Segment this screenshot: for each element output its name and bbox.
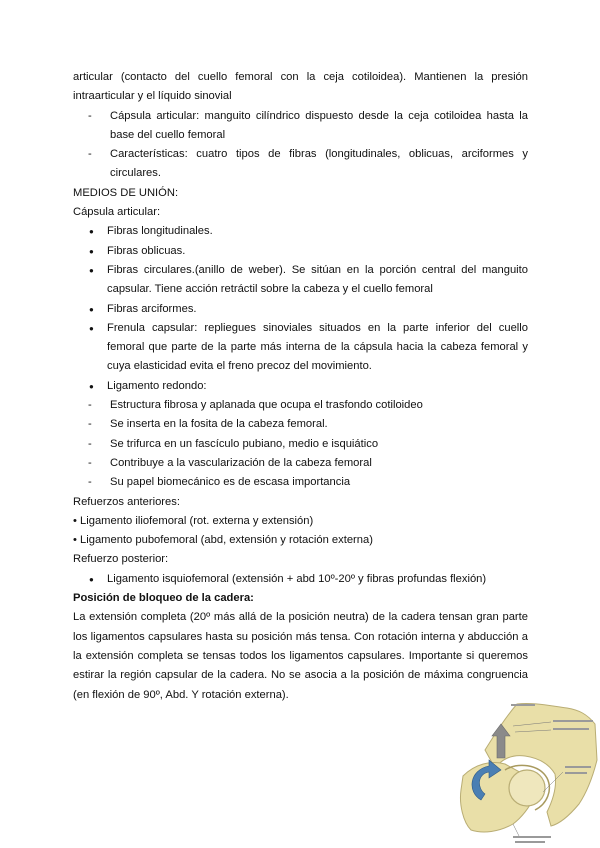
list-item: - Se trifurca en un fascículo pubiano, medio e isquiático [88, 437, 379, 450]
refuerzo-posterior-heading: Refuerzo posterior: [73, 553, 169, 566]
annotation-mark [515, 841, 545, 843]
capsula-heading: Cápsula articular: [73, 206, 161, 219]
list-item: ● Ligamento isquiofemoral (extensión + abd 10º-20º y fibras profundas flexión) [89, 572, 487, 585]
list-item: - Su papel biomecánico es de escasa importancia [88, 476, 351, 489]
annotation-mark [565, 766, 591, 768]
refuerzos-anteriores-heading: Refuerzos anteriores: [73, 495, 180, 508]
hip-joint-illustration [455, 700, 600, 845]
list-item: ● Fibras circulares.(anillo de weber). Se sitúan en la porción central del manguito capsular. Tiene acción retráctil sobre la cabeza y el cuello femoral [89, 263, 528, 296]
list-item: - Se inserta en la fosita de la cabeza femoral. [88, 418, 328, 431]
dash-list-2 [73, 396, 528, 492]
label-leader-line [513, 824, 519, 836]
document-page [73, 68, 528, 705]
annotation-mark [513, 836, 551, 838]
list-item: - Estructura fibrosa y aplanada que ocupa el trasfondo cotiloideo [88, 399, 423, 412]
list-item: - Contribuye a la vascularización de la cabeza femoral [88, 456, 372, 469]
list-item: ● Ligamento redondo: [89, 379, 207, 392]
bloqueo-paragraph: La extensión completa (20º más allá de la posición neutra) de la cadera tensan gran parte los ligamentos capsulares hasta su posición más tensa. Con rotación interna y abducción a la extensión completa se tensas todos los ligamentos capsulares. Importante si queremos estirar la región capsular de la cadera. No se asocia a la posición de máxima congruencia (en flexión de 90º, Abd. Y rotación externa). [73, 611, 528, 701]
list-item: ● Frenula capsular: repliegues sinoviales situados en la parte inferior del cuello femoral que parte de la parte más interna de la cápsula hacia la cabeza femoral y cuya elasticidad evita el freno precoz del movimiento. [89, 321, 528, 373]
list-item: ● Fibras arciformes. [89, 302, 197, 315]
list-item: ● Fibras oblicuas. [89, 244, 186, 257]
intro-paragraph: articular (contacto del cuello femoral con la ceja cotiloidea). Mantienen la presión intraarticular y el líquido sinovial [73, 71, 528, 103]
annotation-mark [553, 720, 593, 722]
list-item: - Cápsula articular: manguito cilíndrico dispuesto desde la ceja cotiloidea hasta la base del cuello femoral [88, 109, 528, 141]
annotation-mark [565, 772, 587, 774]
bloqueo-heading: Posición de bloqueo de la cadera: [73, 592, 254, 605]
list-item: - Características: cuatro tipos de fibras (longitudinales, oblicuas, arciformes y circulares. [88, 148, 528, 180]
bullet-list-1 [73, 222, 528, 396]
list-item: • Ligamento iliofemoral (rot. externa y extensión) [73, 514, 314, 527]
list-item: • Ligamento pubofemoral (abd, extensión y rotación externa) [73, 534, 373, 547]
annotation-mark [553, 728, 589, 730]
annotation-mark [511, 704, 535, 706]
dash-list-1 [73, 107, 528, 184]
femoral-head-shape [509, 770, 545, 806]
medios-heading: MEDIOS DE UNIÓN: [73, 186, 179, 199]
list-item: ● Fibras longitudinales. [89, 225, 213, 238]
